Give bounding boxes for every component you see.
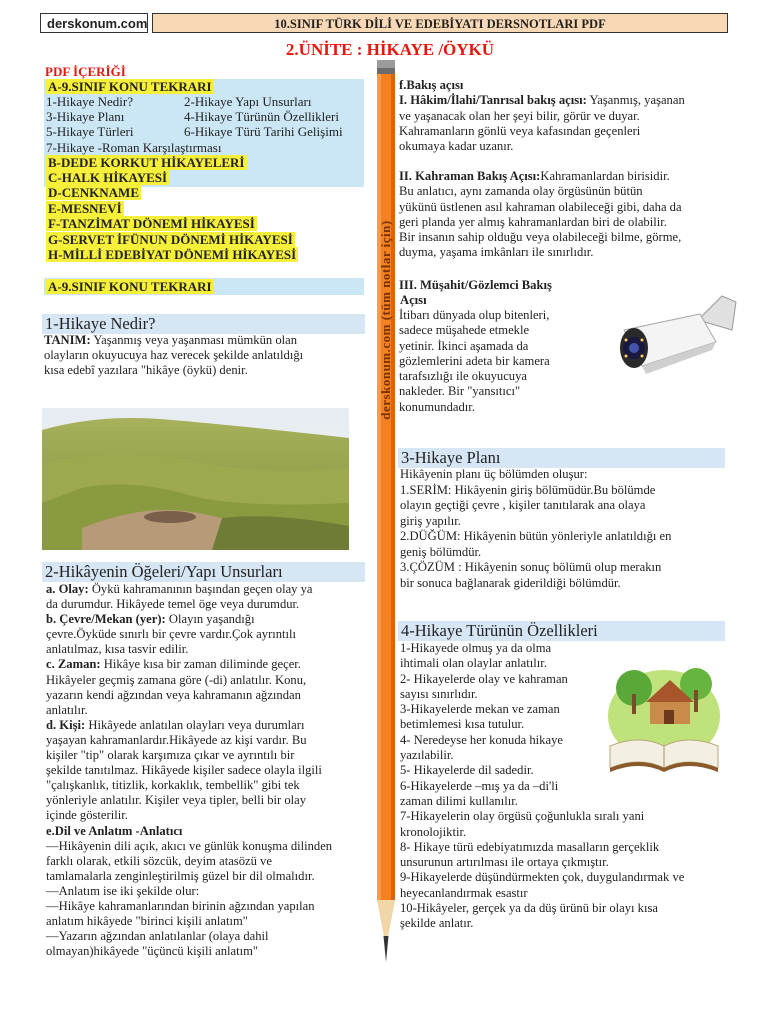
text-line xyxy=(46,944,372,959)
text-line xyxy=(46,854,372,869)
text-line: nakleder. Bir "yansıtıcı" xyxy=(399,384,521,399)
text-line: giriş yapılır. xyxy=(400,513,461,528)
toc-item: 5-Hikaye Türleri xyxy=(46,124,134,139)
document-title: 10.SINIF TÜRK DİLİ VE EDEBİYATI DERSNOTLARI PDF xyxy=(152,13,728,33)
text-line: geniş bölümdür. xyxy=(400,544,482,559)
line-text: yükünü üstlenen asıl kahraman olabileceği gibi, daha da xyxy=(399,199,682,214)
text-line: bir sonuca bağlanarak giderildiği bölümdür. xyxy=(400,575,621,590)
line-text: ve yaşanacak olan her şeyi bilir, görür ve duyar. xyxy=(399,108,640,123)
text-line xyxy=(46,657,372,672)
text-line xyxy=(46,824,372,839)
toc-section: D-CENKNAME xyxy=(48,185,139,200)
hero-viewpoint-paragraph xyxy=(399,169,729,261)
text-line: konumundadır. xyxy=(399,399,475,414)
toc-item: 1-Hikaye Nedir? xyxy=(46,94,133,109)
text-line xyxy=(399,169,729,184)
text-line: yazılabilir. xyxy=(400,748,454,763)
text-line: 2.DÜĞÜM: Hikâyenin bütün yönleriyle anlatıldığı en xyxy=(400,529,672,543)
text-line xyxy=(399,215,729,230)
text-line xyxy=(46,839,372,854)
text-line xyxy=(46,703,372,718)
text-line xyxy=(399,93,729,108)
text-line: kronolojiktir. xyxy=(400,824,467,839)
line-text: —Yazarın ağzından anlatılanlar (olaya dahil xyxy=(46,929,269,944)
text-line xyxy=(399,184,729,199)
text-line: şekilde anlatır. xyxy=(400,916,474,931)
text-line: 4- Neredeyse her konuda hikaye xyxy=(400,732,563,747)
text-line: 3-Hikayelerde mekan ve zaman xyxy=(400,702,560,717)
line-text: Yaşanmış, yaşanan xyxy=(586,93,685,108)
line-text: Olayın yaşandığı xyxy=(165,612,255,627)
line-text: duyma, yaşama imkânları ile sınırlıdır. xyxy=(399,245,594,260)
text-line xyxy=(46,582,372,597)
text-line xyxy=(46,899,372,914)
section-heading-3: 3-Hikaye Planı xyxy=(398,448,725,468)
text-line: Hikâyenin planı üç bölümden oluşur: xyxy=(400,467,588,481)
text-line: ihtimali olan olaylar anlatılır. xyxy=(400,656,547,671)
line-text: anlatılmaz, kısa tasvir edilir. xyxy=(46,642,189,657)
line-text: çevre.Öyküde sınırlı bir çevre vardır.Çok ayrıntılı xyxy=(46,627,297,642)
line-text: —Hikâyenin dili açık, akıcı ve günlük konuşma dilinden xyxy=(46,838,333,853)
a9-bar xyxy=(44,278,364,295)
text-line xyxy=(399,230,729,245)
toc-section: F-TANZİMAT DÖNEMİ HİKAYESİ xyxy=(48,216,255,231)
pencil-watermark: derskonum.com (tüm notlar için) xyxy=(378,220,393,420)
text-line: İtibarı dünyada olup bitenleri, xyxy=(399,308,550,322)
line-text: Kahramanların gönlü veya kafasından geçenleri xyxy=(399,123,641,138)
line-text: —Hikâye kahramanlarından birinin ağzından yapılan xyxy=(46,898,315,913)
bold-term: II. Kahraman Bakış Açısı: xyxy=(399,169,541,183)
line-text: Hikâye kısa bir zaman diliminde geçer. xyxy=(100,657,301,672)
text-line: 1.SERİM: Hikâyenin giriş bölümüdür.Bu bölümde xyxy=(400,482,656,497)
text-line xyxy=(46,627,372,642)
bold-term: b. Çevre/Mekan (yer): xyxy=(46,612,166,627)
text-line: unsurunun artırılması ile ortaya çıkmıştır. xyxy=(400,855,609,870)
text-line xyxy=(399,200,729,215)
pencil-divider xyxy=(374,60,398,965)
bold-term: I. Hâkim/İlahi/Tanrısal bakış açısı: xyxy=(399,93,587,108)
line-text: anlatım hikâyede "birinci kişili anlatım" xyxy=(46,914,248,929)
viewpoint-title: f.Bakış açısı xyxy=(399,78,464,92)
toc-item: 3-Hikaye Planı xyxy=(46,109,125,124)
storybook-image xyxy=(600,650,728,778)
elements-paragraph xyxy=(46,582,372,959)
text-line xyxy=(46,642,372,657)
definition-paragraph xyxy=(44,333,364,378)
line-text: tamlamalarla zenginleştirilmiş güzel bir dil olmalıdır. xyxy=(46,868,315,883)
text-line xyxy=(46,718,372,733)
toc-item: 2-Hikaye Yapı Unsurları xyxy=(184,94,312,109)
line-text: anlatılır. xyxy=(46,702,88,717)
bold-term: d. Kişi: xyxy=(46,717,86,732)
toc-item: 4-Hikaye Türünün Özellikleri xyxy=(184,109,339,124)
text-line xyxy=(399,245,729,260)
line-text: da durumdur. Hikâyede temel öge veya durumdur. xyxy=(46,597,300,612)
toc-section: H-MİLLİ EDEBİYAT DÖNEMİ HİKAYESİ xyxy=(48,247,297,262)
text-line xyxy=(399,139,729,154)
site-name: derskonum.com xyxy=(40,13,148,33)
text-line xyxy=(46,914,372,929)
text-line: kısa edebî yazılara "hikâye (öykü) denir. xyxy=(44,363,248,378)
a9-bar-label: A-9.SINIF KONU TEKRARI xyxy=(48,279,212,294)
toc-item: 6-Hikaye Türü Tarihi Gelişimi xyxy=(184,124,343,139)
section-heading-4: 4-Hikaye Türünün Özellikleri xyxy=(398,621,725,641)
line-text: içinde gösterilir. xyxy=(46,808,128,823)
observer-paragraph xyxy=(399,308,609,415)
line-text: —Anlatım ise iki şekilde olur: xyxy=(46,883,200,898)
text-line: 10-Hikâyeler, gerçek ya da düş ürünü bir olayı kısa xyxy=(400,901,658,916)
text-line xyxy=(46,733,372,748)
text-line xyxy=(46,778,372,793)
tanim-label: TANIM: xyxy=(44,333,91,347)
line-text: yazarın kendi ağzından veya kahramanın ağzından xyxy=(46,687,301,702)
text-line xyxy=(46,763,372,778)
text-line xyxy=(46,793,372,808)
text-line: sayısı sınırlıdır. xyxy=(400,686,478,701)
landscape-photo xyxy=(42,408,349,550)
camera-image xyxy=(612,290,740,390)
line-text: Bu anlatıcı, aynı zamanda olay örgüsünün bütün xyxy=(399,184,643,199)
viewpoint-section xyxy=(399,78,729,154)
line-text: "çalışkanlık, titizlik, korkaklık, tembellik" gibi tek xyxy=(46,778,300,793)
section-heading-1: 1-Hikaye Nedir? xyxy=(42,314,365,334)
table-of-contents xyxy=(44,79,364,265)
text-line: 5- Hikayelerde dil sadedir. xyxy=(400,763,534,778)
bold-term: a. Olay: xyxy=(46,582,89,596)
text-line: heyecanlandırmak esastır xyxy=(400,885,528,900)
text-line: 8- Hikaye türü edebiyatımızda masalların gerçeklik xyxy=(400,839,660,854)
text-line: sadece müşahede etmekle xyxy=(399,323,530,338)
toc-section-a: A-9.SINIF KONU TEKRARI xyxy=(48,79,212,94)
line-text: Hikâyeler geçmiş zamana göre (-di) anlatılır. Konu, xyxy=(46,672,307,687)
pdf-contents-label: PDF İÇERİĞİ xyxy=(45,64,126,79)
line-text: Öykü kahramanının başından geçen olay ya xyxy=(88,582,313,596)
line-text: geri planda yer almış kahramanlardan biri de olabilir. xyxy=(399,214,667,229)
text-line: yetinir. İkinci aşamada da xyxy=(399,338,529,353)
toc-section: G-SERVET İFÜNUN DÖNEMİ HİKAYESİ xyxy=(48,232,293,247)
line-text: farklı olarak, etkili sözcük, deyim atasözü ve xyxy=(46,853,272,868)
text-line: tarafsızlığı ile okuyucuya xyxy=(399,369,527,384)
line-text: Hikâyede anlatılan olayları veya durumları xyxy=(85,717,305,732)
text-line: 9-Hikayelerde düşündürmekten çok, duygulandırmak ve xyxy=(400,870,685,885)
text-line: 6-Hikayelerde –mış ya da –di'li xyxy=(400,778,559,793)
line-text: kişiler "tip" olarak karşımıza çıkar ve ayrıntılı bir xyxy=(46,748,295,763)
text-line: zaman dilimi kullanılır. xyxy=(400,793,518,808)
text-line: 1-Hikayede olmuş ya da olma xyxy=(400,641,552,655)
observer-title-line: Açısı xyxy=(400,293,427,308)
text-line xyxy=(399,124,729,139)
text-line: 3.ÇÖZÜM : Hikâyenin sonuç bölümü olup merakın xyxy=(400,560,662,574)
line-text: yaşayan kahramanlardır.Hikâyede az kişi vardır. Bu xyxy=(46,732,307,747)
line-text: şekilde tanıtılmaz. Hikâyede kişiler sadece olayla ilgili xyxy=(46,763,322,778)
line-text: Kahramanlardan birisidir. xyxy=(540,169,670,183)
bold-term: e.Dil ve Anlatım -Anlatıcı xyxy=(46,823,183,838)
plan-paragraph xyxy=(400,467,722,591)
text-line xyxy=(46,612,372,627)
text-line xyxy=(399,109,729,124)
toc-section: C-HALK HİKAYESİ xyxy=(48,170,168,185)
bold-term: c. Zaman: xyxy=(46,657,101,672)
text-line xyxy=(46,673,372,688)
toc-section: E-MESNEVİ xyxy=(48,201,122,216)
text-line: olayların okuyucuya haz verecek şekilde anlatıldığı xyxy=(44,348,304,363)
text-line xyxy=(46,929,372,944)
text-line: gözlemlerini adeta bir kamera xyxy=(399,353,550,368)
text-line: Yaşanmış veya yaşanması mümkün olan xyxy=(90,333,298,347)
omniscient-paragraph xyxy=(399,93,729,154)
text-line xyxy=(46,869,372,884)
text-line: 7-Hikayelerin olay örgüsü çoğunlukla sıralı yani xyxy=(400,809,645,824)
text-line: betimlemesi kısa tutulur. xyxy=(400,717,525,732)
text-line: olayın geçtiği çevre , kişiler tanıtılarak ana olaya xyxy=(400,498,646,512)
unit-title: 2.ÜNİTE : HİKAYE /ÖYKÜ xyxy=(285,40,495,59)
text-line xyxy=(46,688,372,703)
observer-title xyxy=(399,278,609,309)
toc-item: 7-Hikaye -Roman Karşılaştırması xyxy=(46,140,222,155)
line-text: yönleriyle anlatılır. Kişiler veya tipler, belli bir olay xyxy=(46,793,307,808)
observer-title-line: III. Müşahit/Gözlemci Bakış xyxy=(399,278,552,292)
toc-section: B-DEDE KORKUT HİKAYELERİ xyxy=(48,155,245,170)
section-heading-2: 2-Hikâyenin Öğeleri/Yapı Unsurları xyxy=(42,562,365,582)
text-line: 2- Hikayelerde olay ve kahraman xyxy=(400,671,568,686)
text-line xyxy=(46,597,372,612)
text-line xyxy=(46,884,372,899)
text-line xyxy=(46,748,372,763)
line-text: olmayan)hikâyede "üçüncü kişili anlatım" xyxy=(46,944,259,959)
line-text: Bir insanın sahip olduğu veya olabileceği bilme, görme, xyxy=(399,230,682,245)
text-line xyxy=(46,808,372,823)
line-text: okumaya kadar uzanır. xyxy=(399,139,514,154)
